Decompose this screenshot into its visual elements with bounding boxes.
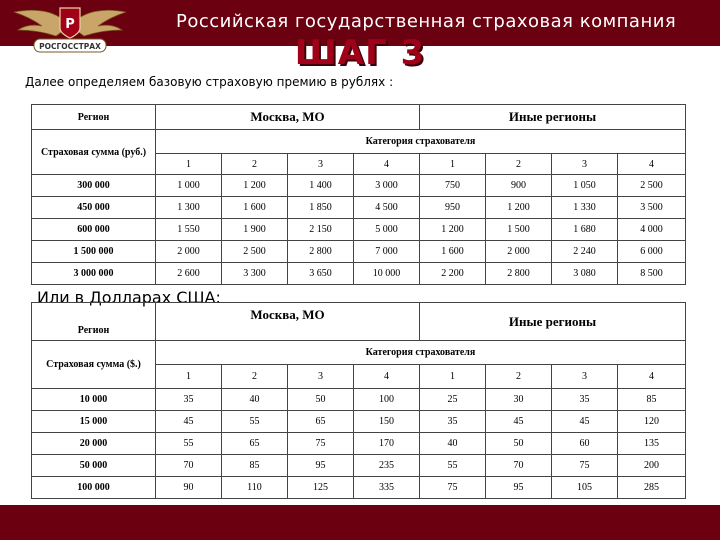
- premium-cell: 10 000: [354, 263, 420, 285]
- sum-cell: 15 000: [32, 411, 156, 433]
- premium-cell: 35: [156, 389, 222, 411]
- sum-cell: 10 000: [32, 389, 156, 411]
- sum-cell: 1 500 000: [32, 241, 156, 263]
- premium-cell: 1 300: [156, 197, 222, 219]
- premium-cell: 85: [222, 455, 288, 477]
- rub-table-body: [32, 175, 686, 285]
- region-other: Иные регионы: [420, 105, 686, 130]
- sum-cell: 100 000: [32, 477, 156, 499]
- premium-cell: 750: [420, 175, 486, 197]
- premium-cell: 1 680: [552, 219, 618, 241]
- table-row: [32, 241, 686, 263]
- premium-cell: 95: [486, 477, 552, 499]
- premium-cell: 3 080: [552, 263, 618, 285]
- premium-cell: 1 000: [156, 175, 222, 197]
- premium-cell: 85: [618, 389, 686, 411]
- premium-cell: 75: [552, 455, 618, 477]
- premium-cell: 55: [156, 433, 222, 455]
- premium-cell: 2 500: [618, 175, 686, 197]
- premium-cell: 110: [222, 477, 288, 499]
- category-cell: 2: [222, 365, 288, 389]
- premium-cell: 35: [552, 389, 618, 411]
- svg-text:РОСГОССТРАХ: РОСГОССТРАХ: [39, 42, 101, 51]
- premium-cell: 3 500: [618, 197, 686, 219]
- premium-cell: 1 050: [552, 175, 618, 197]
- category-header: Категория страхователя: [156, 130, 686, 154]
- premium-cell: 65: [288, 411, 354, 433]
- premium-cell: 40: [222, 389, 288, 411]
- premium-cell: 45: [156, 411, 222, 433]
- premium-cell: 4 000: [618, 219, 686, 241]
- premium-cell: 1 850: [288, 197, 354, 219]
- sum-cell: 50 000: [32, 455, 156, 477]
- premium-cell: 75: [420, 477, 486, 499]
- premium-cell: 1 500: [486, 219, 552, 241]
- premium-cell: 950: [420, 197, 486, 219]
- category-cell: 1: [156, 365, 222, 389]
- category-cell: 2: [486, 365, 552, 389]
- premium-cell: 55: [420, 455, 486, 477]
- premium-cell: 1 600: [420, 241, 486, 263]
- premium-cell: 60: [552, 433, 618, 455]
- premium-cell: 335: [354, 477, 420, 499]
- category-cell: 3: [288, 365, 354, 389]
- premium-cell: 900: [486, 175, 552, 197]
- region-header: Регион: [32, 303, 156, 341]
- region-header: Регион: [32, 105, 156, 130]
- premium-cell: 3 000: [354, 175, 420, 197]
- premium-cell: 3 650: [288, 263, 354, 285]
- premium-cell: 2 800: [288, 241, 354, 263]
- premium-cell: 40: [420, 433, 486, 455]
- company-name: Российская государственная страховая компания: [176, 11, 677, 32]
- premium-cell: 35: [420, 411, 486, 433]
- premium-cell: 75: [288, 433, 354, 455]
- table-row: [32, 389, 686, 411]
- premium-cell: 7 000: [354, 241, 420, 263]
- usd-table-body: [32, 389, 686, 499]
- table-row: [32, 433, 686, 455]
- category-header: Категория страхователя: [156, 341, 686, 365]
- premium-cell: 50: [486, 433, 552, 455]
- category-cell: 1: [156, 154, 222, 175]
- premium-cell: 1 200: [420, 219, 486, 241]
- sum-cell: 600 000: [32, 219, 156, 241]
- intro-text: Далее определяем базовую страховую премию в рублях :: [25, 75, 394, 89]
- footer-bar: [0, 505, 720, 540]
- table-row: [32, 219, 686, 241]
- page-title: ШАГ 3: [294, 33, 426, 73]
- premium-cell: 90: [156, 477, 222, 499]
- table-row: [32, 411, 686, 433]
- premium-cell: 6 000: [618, 241, 686, 263]
- usd-caption: Или в Долларах США:: [37, 288, 221, 307]
- premium-cell: 55: [222, 411, 288, 433]
- premium-cell: 285: [618, 477, 686, 499]
- premium-cell: 2 500: [222, 241, 288, 263]
- table-row: [32, 197, 686, 219]
- premium-cell: 50: [288, 389, 354, 411]
- premium-cell: 120: [618, 411, 686, 433]
- sum-header: Страховая сумма (руб.): [32, 130, 156, 175]
- sum-header: Страховая сумма ($.): [32, 341, 156, 389]
- usd-premium-table: [31, 302, 686, 499]
- svg-text:Р: Р: [65, 17, 75, 32]
- premium-cell: 125: [288, 477, 354, 499]
- premium-cell: 70: [486, 455, 552, 477]
- category-cell: 2: [486, 154, 552, 175]
- premium-cell: 45: [486, 411, 552, 433]
- premium-cell: 150: [354, 411, 420, 433]
- premium-cell: 135: [618, 433, 686, 455]
- premium-cell: 105: [552, 477, 618, 499]
- category-cell: 2: [222, 154, 288, 175]
- category-cell: 1: [420, 365, 486, 389]
- sum-cell: 20 000: [32, 433, 156, 455]
- sum-cell: 300 000: [32, 175, 156, 197]
- premium-cell: 2 000: [486, 241, 552, 263]
- premium-cell: 200: [618, 455, 686, 477]
- premium-cell: 65: [222, 433, 288, 455]
- premium-cell: 4 500: [354, 197, 420, 219]
- premium-cell: 1 200: [486, 197, 552, 219]
- premium-cell: 2 000: [156, 241, 222, 263]
- premium-cell: 2 200: [420, 263, 486, 285]
- premium-cell: 30: [486, 389, 552, 411]
- premium-cell: 95: [288, 455, 354, 477]
- premium-cell: 1 200: [222, 175, 288, 197]
- category-cell: 3: [552, 365, 618, 389]
- premium-cell: 2 150: [288, 219, 354, 241]
- premium-cell: 1 400: [288, 175, 354, 197]
- premium-cell: 1 550: [156, 219, 222, 241]
- premium-cell: 235: [354, 455, 420, 477]
- table-row: [32, 175, 686, 197]
- table-row: [32, 477, 686, 499]
- premium-cell: 1 900: [222, 219, 288, 241]
- premium-cell: 70: [156, 455, 222, 477]
- premium-cell: 1 600: [222, 197, 288, 219]
- category-cell: 4: [618, 365, 686, 389]
- category-cell: 4: [618, 154, 686, 175]
- sum-cell: 450 000: [32, 197, 156, 219]
- category-cell: 3: [288, 154, 354, 175]
- premium-cell: 25: [420, 389, 486, 411]
- premium-cell: 1 330: [552, 197, 618, 219]
- premium-cell: 8 500: [618, 263, 686, 285]
- premium-cell: 2 600: [156, 263, 222, 285]
- premium-cell: 2 800: [486, 263, 552, 285]
- table-row: [32, 455, 686, 477]
- premium-cell: 170: [354, 433, 420, 455]
- category-cell: 3: [552, 154, 618, 175]
- sum-cell: 3 000 000: [32, 263, 156, 285]
- premium-cell: 5 000: [354, 219, 420, 241]
- region-moscow: Москва, МО: [156, 105, 420, 130]
- category-cell: 4: [354, 154, 420, 175]
- region-moscow: Москва, МО: [156, 303, 420, 341]
- region-other: Иные регионы: [420, 303, 686, 341]
- premium-cell: 3 300: [222, 263, 288, 285]
- premium-cell: 2 240: [552, 241, 618, 263]
- table-row: [32, 263, 686, 285]
- premium-cell: 45: [552, 411, 618, 433]
- rub-premium-table: [31, 104, 686, 285]
- premium-cell: 100: [354, 389, 420, 411]
- category-cell: 4: [354, 365, 420, 389]
- category-cell: 1: [420, 154, 486, 175]
